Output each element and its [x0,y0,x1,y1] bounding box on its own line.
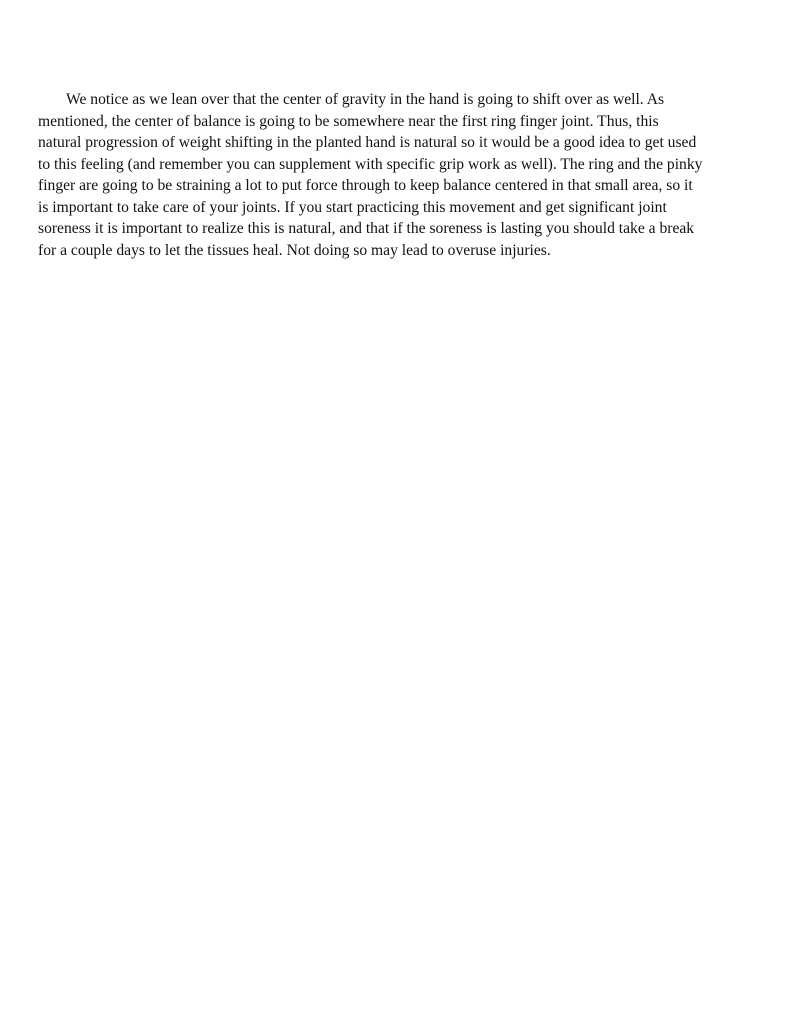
body-paragraph: We notice as we lean over that the center of gravity in the hand is going to shift over as well. As mentioned, the center of balance is going to be somewhere near the first ring finger joint. Thus, this natural progression of weight shifting in the planted hand is natural so it would be a good idea to get used to this feeling (and remember you can supplement with specific grip work as well). The ring and the pinky finger are going to be straining a lot to put force through to keep balance centered in that small area, so it is important to take care of your joints. If you start practicing this movement and get significant joint soreness it is important to realize this is natural, and that if the soreness is lasting you should take a break for a couple days to let the tissues heal. Not doing so may lead to overuse injuries. [38,91,703,259]
document-body [38,89,728,261]
